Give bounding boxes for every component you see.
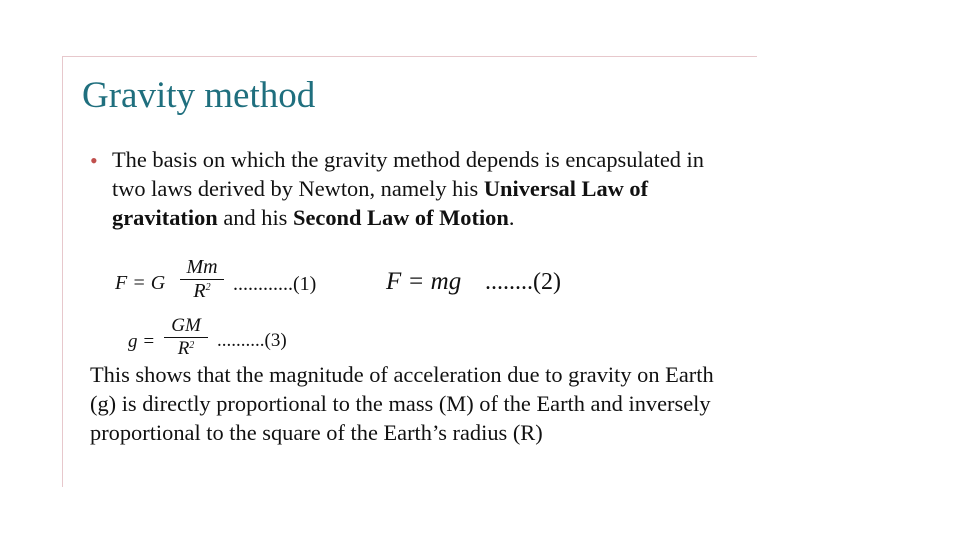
eq2-tag: ........(2) xyxy=(485,269,561,295)
eq3-lhs: g = xyxy=(128,331,156,352)
slide-title: Gravity method xyxy=(82,75,316,116)
law-universal-gravitation: Universal Law of gravitation xyxy=(112,176,649,230)
eq1-tag: ............(1) xyxy=(233,273,317,295)
eq3-fraction xyxy=(164,315,208,360)
bullet-intro: The basis on which the gravity method depends is encapsulated in two laws derived by Newton, namely his xyxy=(112,147,704,201)
eq2-expression: F = mg xyxy=(386,268,462,295)
eq1-lhs: F = G xyxy=(115,272,166,294)
bullet-marker: • xyxy=(90,148,98,173)
eq1-fraction xyxy=(180,256,224,303)
bullet-end: . xyxy=(508,205,515,230)
eq3-numerator: GM xyxy=(164,315,208,338)
eq3-tag: ..........(3) xyxy=(217,330,287,351)
eq3-denominator: $R^2$ xyxy=(177,338,195,359)
law-second-motion: Second Law of Motion xyxy=(293,205,509,230)
bullet-mid: and his xyxy=(217,205,293,230)
conclusion-paragraph: This shows that the magnitude of acceleration due to gravity on Earth (g) is directly proportional to the mass (M) of the Earth and inversely proportional to the square of the Earth’s radius (R) xyxy=(90,362,714,445)
eq1-numerator: Mm xyxy=(180,256,224,280)
eq1-denominator: $R^2$ xyxy=(193,280,211,302)
bullet-paragraph xyxy=(112,145,732,232)
